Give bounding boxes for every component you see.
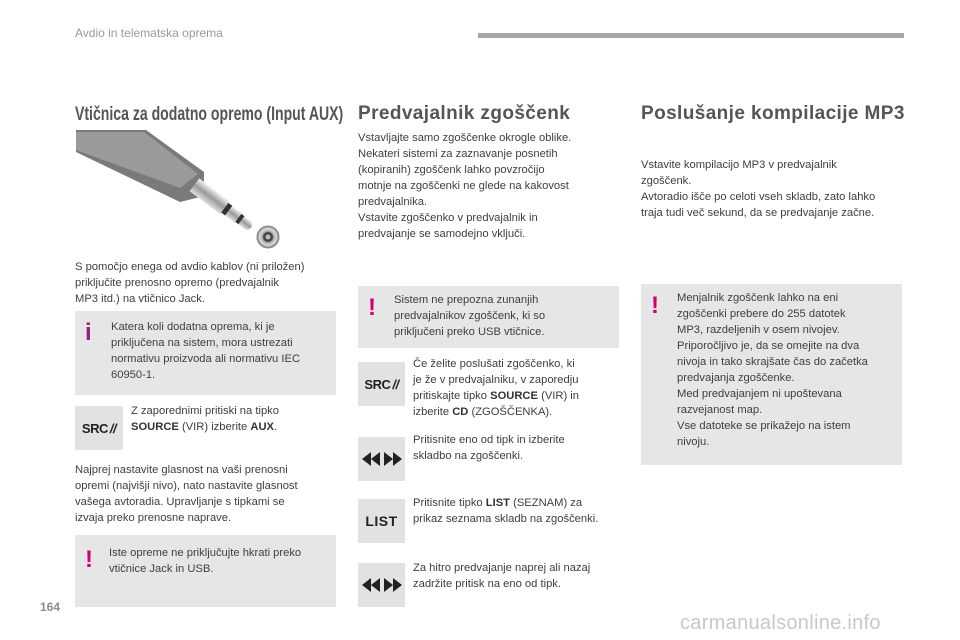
warning-box-mp3-limits: ! Menjalnik zgoščenk lahko na eni zgoščenki prebere do 255 datotek MP3, razdeljenih v osem nivojev. Priporočljivo je, da se omejite na dva nivoja in tako skrajšate čas do začetka predvajanja zgoščenke. Med predvajanjem ni upoštevana razvejanost map. Vse datoteke se prikažejo na istem nivoju. <box>641 284 902 465</box>
cd-intro-text: Vstavljajte samo zgoščenke okrogle oblike. Nekateri sistemi za zaznavanje posnetih (kopiranih) zgoščenk lahko povzročijo motnje na zgoščenki ne glede na kakovost predvajalnika. Vstavite zgoščenko v predvajalnik in predvajanje se samodejno vključi. <box>358 132 572 240</box>
info-box-standards: i Katera koli dodatna oprema, ki je priključena na sistem, mora ustrezati normativu proizvoda ali normativu IEC 60950-1. <box>75 311 336 395</box>
source-button-icon: SRC // <box>75 406 123 450</box>
cd-source-step-text: Če želite poslušati zgoščenko, ki je že v predvajalniku, v zaporedju pritiskajte tipko SOURCE (VIR) in izberite CD (ZGOŠČENKA). <box>413 358 580 418</box>
warning-icon: ! <box>85 546 93 573</box>
warning-box-usb-players: ! Sistem ne prepozna zunanjih predvajalnikov zgoščenk, ki so priključeni preko USB vtičnice. <box>358 286 619 348</box>
header-rule <box>478 33 904 38</box>
jack-plug-illustration <box>76 130 291 258</box>
seek-buttons-icon <box>358 563 405 607</box>
heading-mp3-compilation: Poslušanje kompilacije MP3 <box>641 103 905 124</box>
warning-icon: ! <box>368 294 376 321</box>
aux-source-step-text: Z zaporednimi pritiski na tipko SOURCE (VIR) izberite AUX. <box>131 405 279 433</box>
heading-input-aux: Vtičnica za dodatno opremo (Input AUX) <box>75 104 344 125</box>
list-step-text: Pritisnite tipko LIST (SEZNAM) za prikaz seznama skladb na zgoščenki. <box>413 497 599 525</box>
previous-next-icon <box>362 452 402 466</box>
heading-cd-player: Predvajalnik zgoščenk <box>358 103 571 124</box>
track-select-step-text: Pritisnite eno od tipk in izberite skladbo na zgoščenki. <box>413 434 565 462</box>
running-header: Avdio in telematska oprema <box>75 26 223 40</box>
seek-step-text: Za hitro predvajanje naprej ali nazaj zadržite pritisk na eno od tipk. <box>413 562 591 590</box>
warning-box-jack-usb: ! Iste opreme ne priključujte hkrati preko vtičnice Jack in USB. <box>75 535 336 607</box>
fast-rewind-forward-icon <box>362 578 402 592</box>
track-buttons-icon <box>358 437 405 481</box>
info-icon: i <box>85 319 92 346</box>
volume-instructions-text: Najprej nastavite glasnost na vaši prenosni opremi (najvišji nivo), nato nastavite glasnost vašega avtoradia. Upravljanje s tipkami se izvaja preko prenosne naprave. <box>75 464 298 524</box>
aux-intro-text: S pomočjo enega od avdio kablov (ni priložen) priključite prenosno opremo (predvajalnik MP3 itd.) na vtičnico Jack. <box>75 261 305 305</box>
warning-icon: ! <box>651 292 659 319</box>
list-button-icon: LIST <box>358 499 405 543</box>
page-number: 164 <box>40 600 61 614</box>
mp3-intro-text: Vstavite kompilacijo MP3 v predvajalnik zgoščenk. Avtoradio išče po celoti vseh skladb, zato lahko traja tudi več sekund, da se predvajanje začne. <box>641 159 876 219</box>
watermark: carmanualsonline.info <box>680 612 881 634</box>
source-button-icon: SRC // <box>358 362 405 406</box>
